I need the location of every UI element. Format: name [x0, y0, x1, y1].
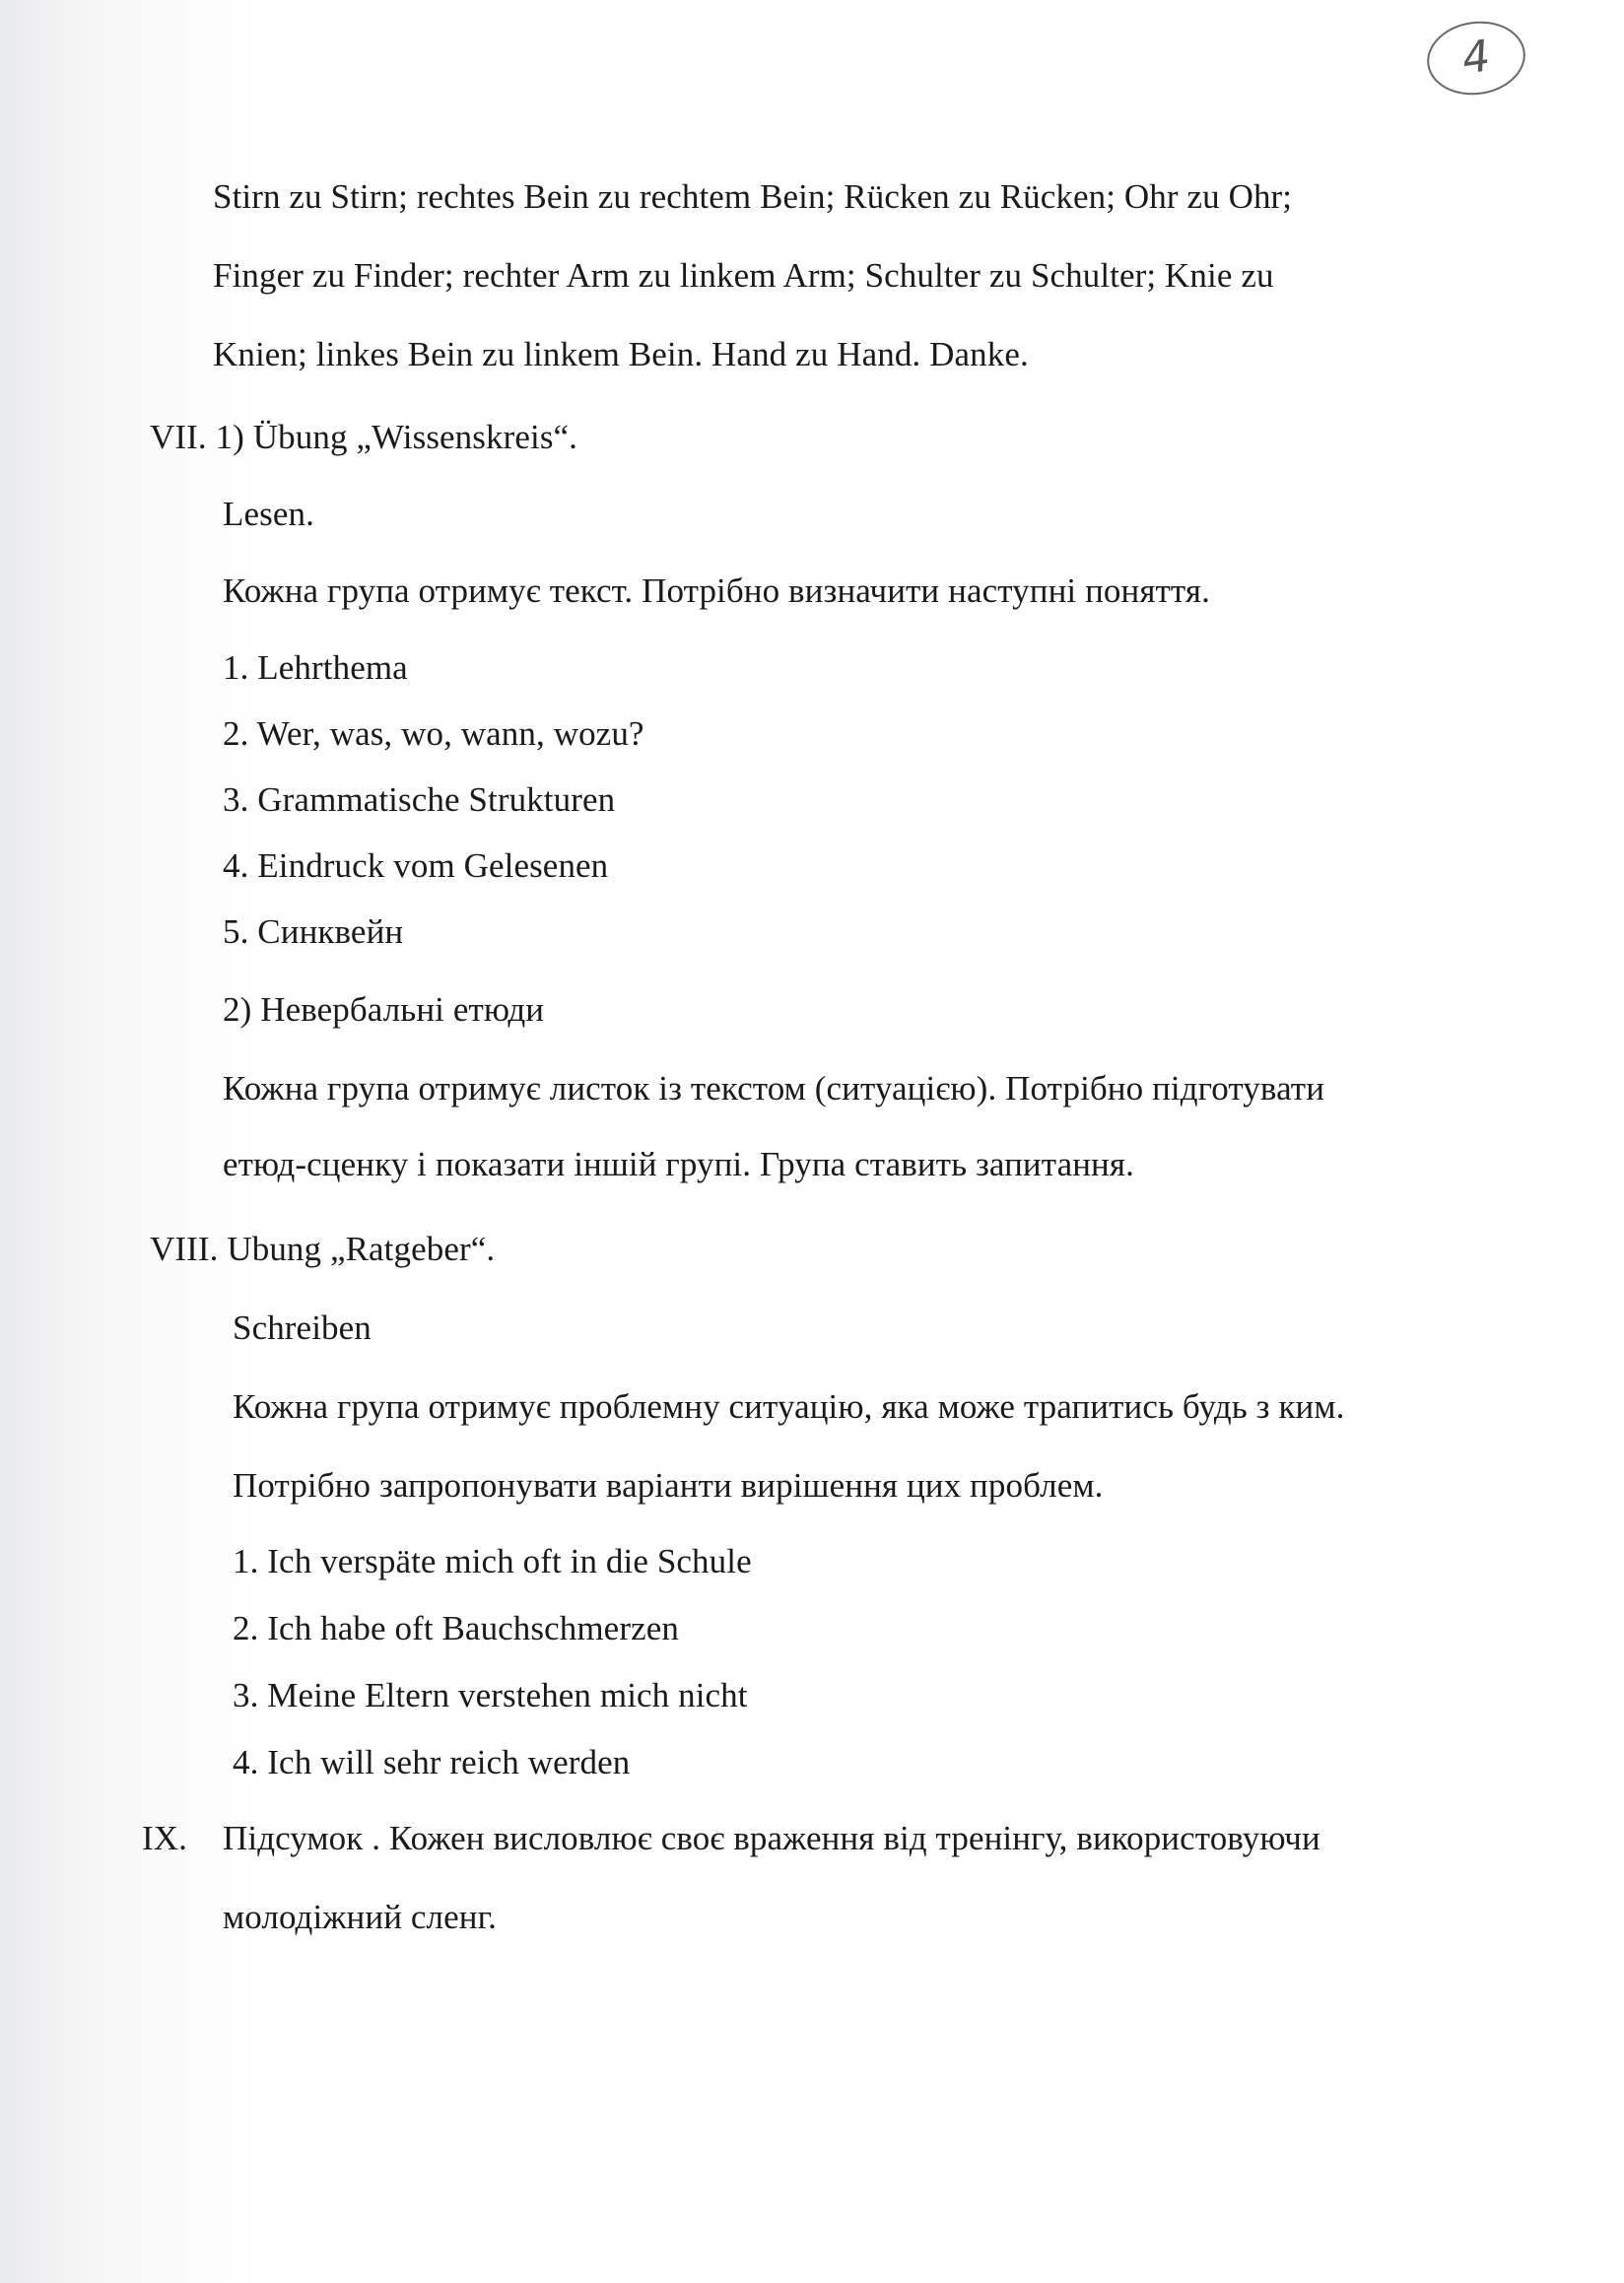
- list-item: 3. Meine Eltern verstehen mich nicht: [233, 1676, 748, 1714]
- section-viii-heading: VIII. Ubung „Ratgeber“.: [150, 1230, 496, 1268]
- list-item: 2. Wer, was, wo, wann, wozu?: [223, 714, 644, 753]
- list-item: 5. Синквейн: [223, 912, 404, 951]
- page-number: 4: [1422, 15, 1529, 101]
- section-vii-sub2-line-1: Кожна група отримує листок із текстом (ситуацією). Потрібно підготувати: [223, 1069, 1325, 1108]
- list-item: 4. Ich will sehr reich werden: [233, 1743, 631, 1781]
- continuation-line-1: Stirn zu Stirn; rechtes Bein zu rechtem Bein; Rücken zu Rücken; Ohr zu Ohr;: [213, 177, 1293, 216]
- section-ix-label: IX.: [142, 1819, 187, 1857]
- section-viii-instruction-line-2: Потрібно запропонувати варіанти вирішення цих проблем.: [233, 1466, 1104, 1505]
- continuation-line-2: Finger zu Finder; rechter Arm zu linkem Arm; Schulter zu Schulter; Knie zu: [213, 256, 1274, 295]
- section-vii-instruction: Кожна група отримує текст. Потрібно визначити наступні поняття.: [223, 571, 1210, 610]
- section-ix-line-2: молодіжний сленг.: [223, 1898, 497, 1936]
- list-item: 3. Grammatische Strukturen: [223, 780, 616, 819]
- section-vii-sub2-line-2: етюд-сценку і показати іншій групі. Група ставить запитання.: [223, 1145, 1134, 1183]
- section-vii-heading: VII. 1) Übung „Wissenskreis“.: [150, 418, 578, 456]
- continuation-line-3: Knien; linkes Bein zu linkem Bein. Hand zu Hand. Danke.: [213, 335, 1029, 373]
- section-vii-skill: Lesen.: [223, 495, 314, 533]
- list-item: 1. Ich verspäte mich oft in die Schule: [233, 1542, 752, 1580]
- section-vii-sub2-heading: 2) Невербальні етюди: [223, 990, 545, 1029]
- list-item: 1. Lehrthema: [223, 648, 408, 687]
- section-viii-instruction-line-1: Кожна група отримує проблемну ситуацію, яка може трапитись будь з ким.: [233, 1387, 1345, 1426]
- section-viii-skill: Schreiben: [233, 1309, 372, 1347]
- list-item: 4. Eindruck vom Gelesenen: [223, 846, 609, 885]
- list-item: 2. Ich habe oft Bauchschmerzen: [233, 1609, 679, 1647]
- section-ix-line-1: Підсумок . Кожен висловлює своє враження від тренінгу, використовуючи: [223, 1819, 1320, 1857]
